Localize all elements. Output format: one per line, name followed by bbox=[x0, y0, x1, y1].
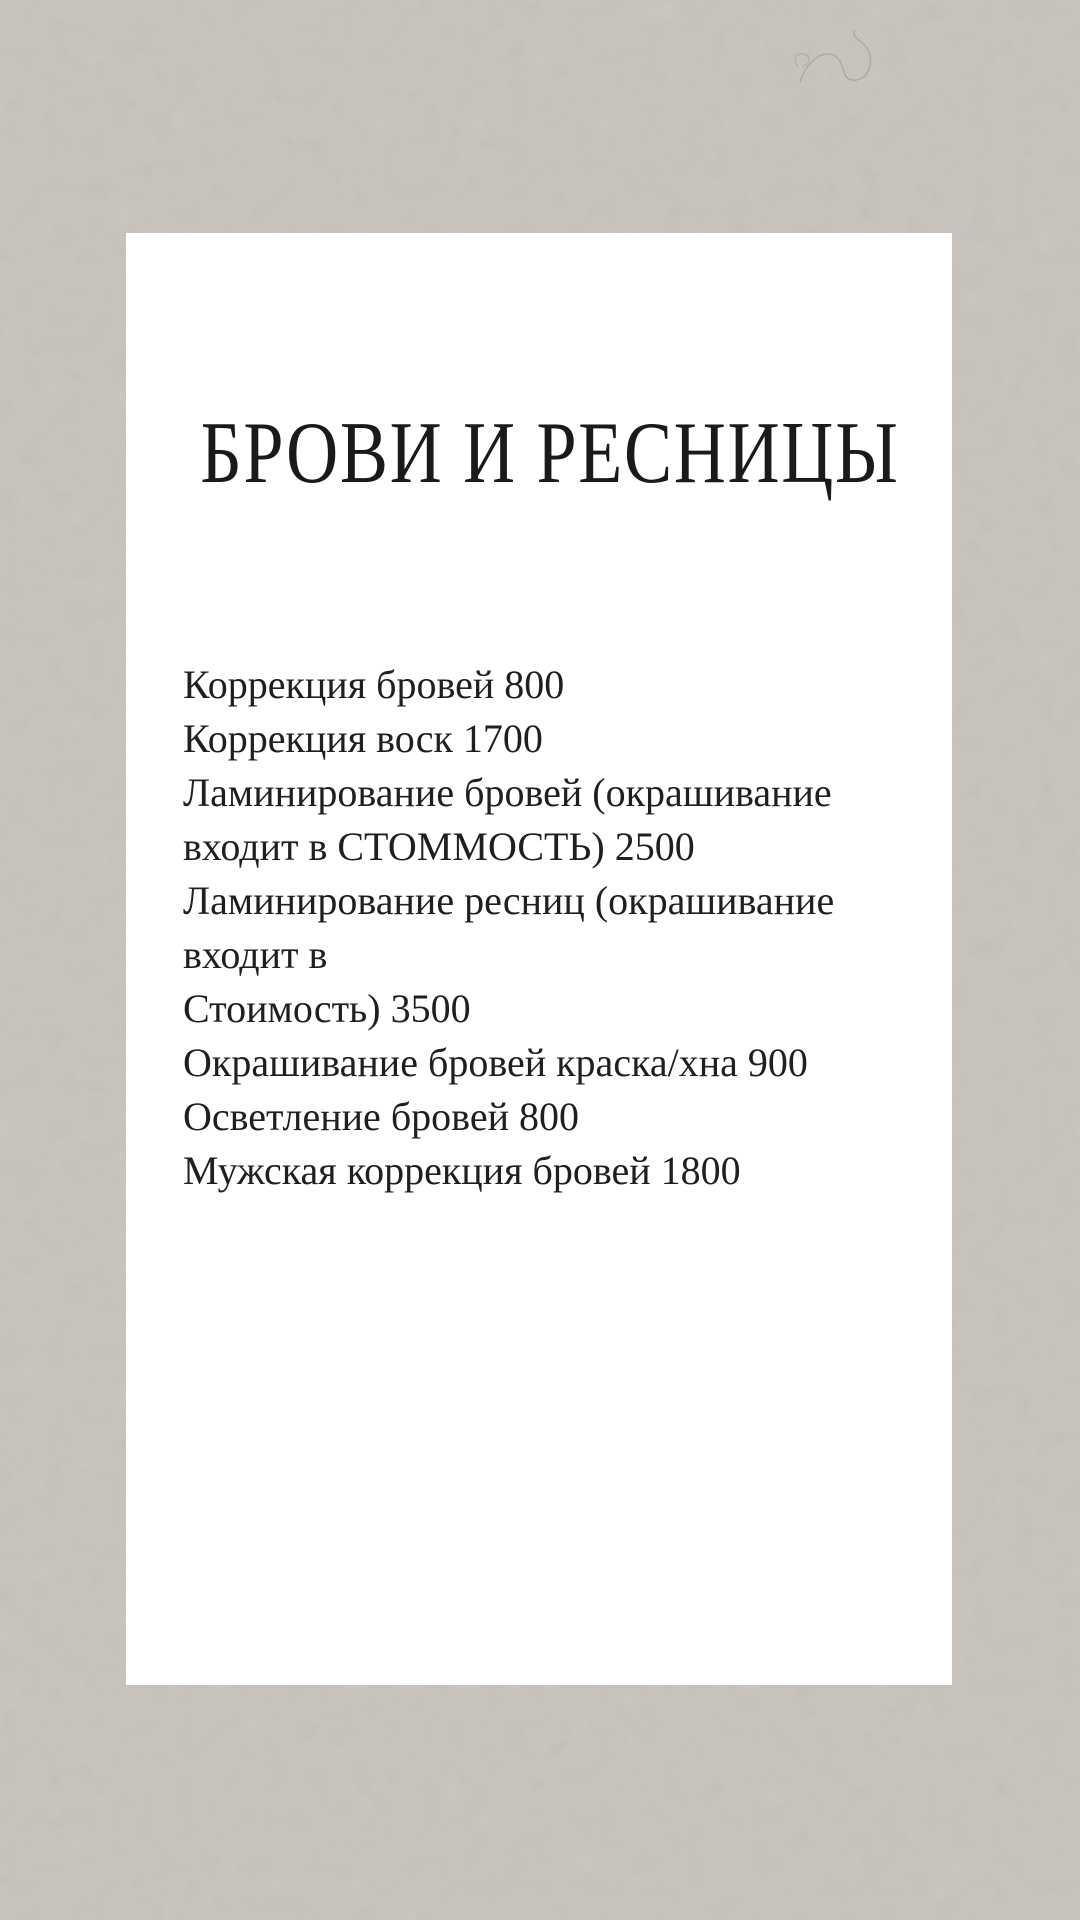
price-line: Осветление бровей 800 bbox=[183, 1094, 579, 1139]
price-line: Мужская коррекция бровей 1800 bbox=[183, 1148, 741, 1193]
price-line: Коррекция воск 1700 bbox=[183, 716, 543, 761]
menu-card bbox=[126, 233, 952, 1685]
price-list bbox=[183, 658, 923, 1198]
price-line: Стоимость) 3500 bbox=[183, 986, 471, 1031]
price-line: Коррекция бровей 800 bbox=[183, 662, 565, 707]
price-line: Ламинирование ресниц (окрашивание bbox=[183, 878, 835, 923]
page-title: БРОВИ И РЕСНИЦЫ bbox=[200, 405, 900, 502]
price-line: Окрашивание бровей краска/хна 900 bbox=[183, 1040, 808, 1085]
price-line: входит в bbox=[183, 932, 328, 977]
price-line: входит в СТОММОСТЬ) 2500 bbox=[183, 824, 695, 869]
price-line: Ламинирование бровей (окрашивание bbox=[183, 770, 832, 815]
